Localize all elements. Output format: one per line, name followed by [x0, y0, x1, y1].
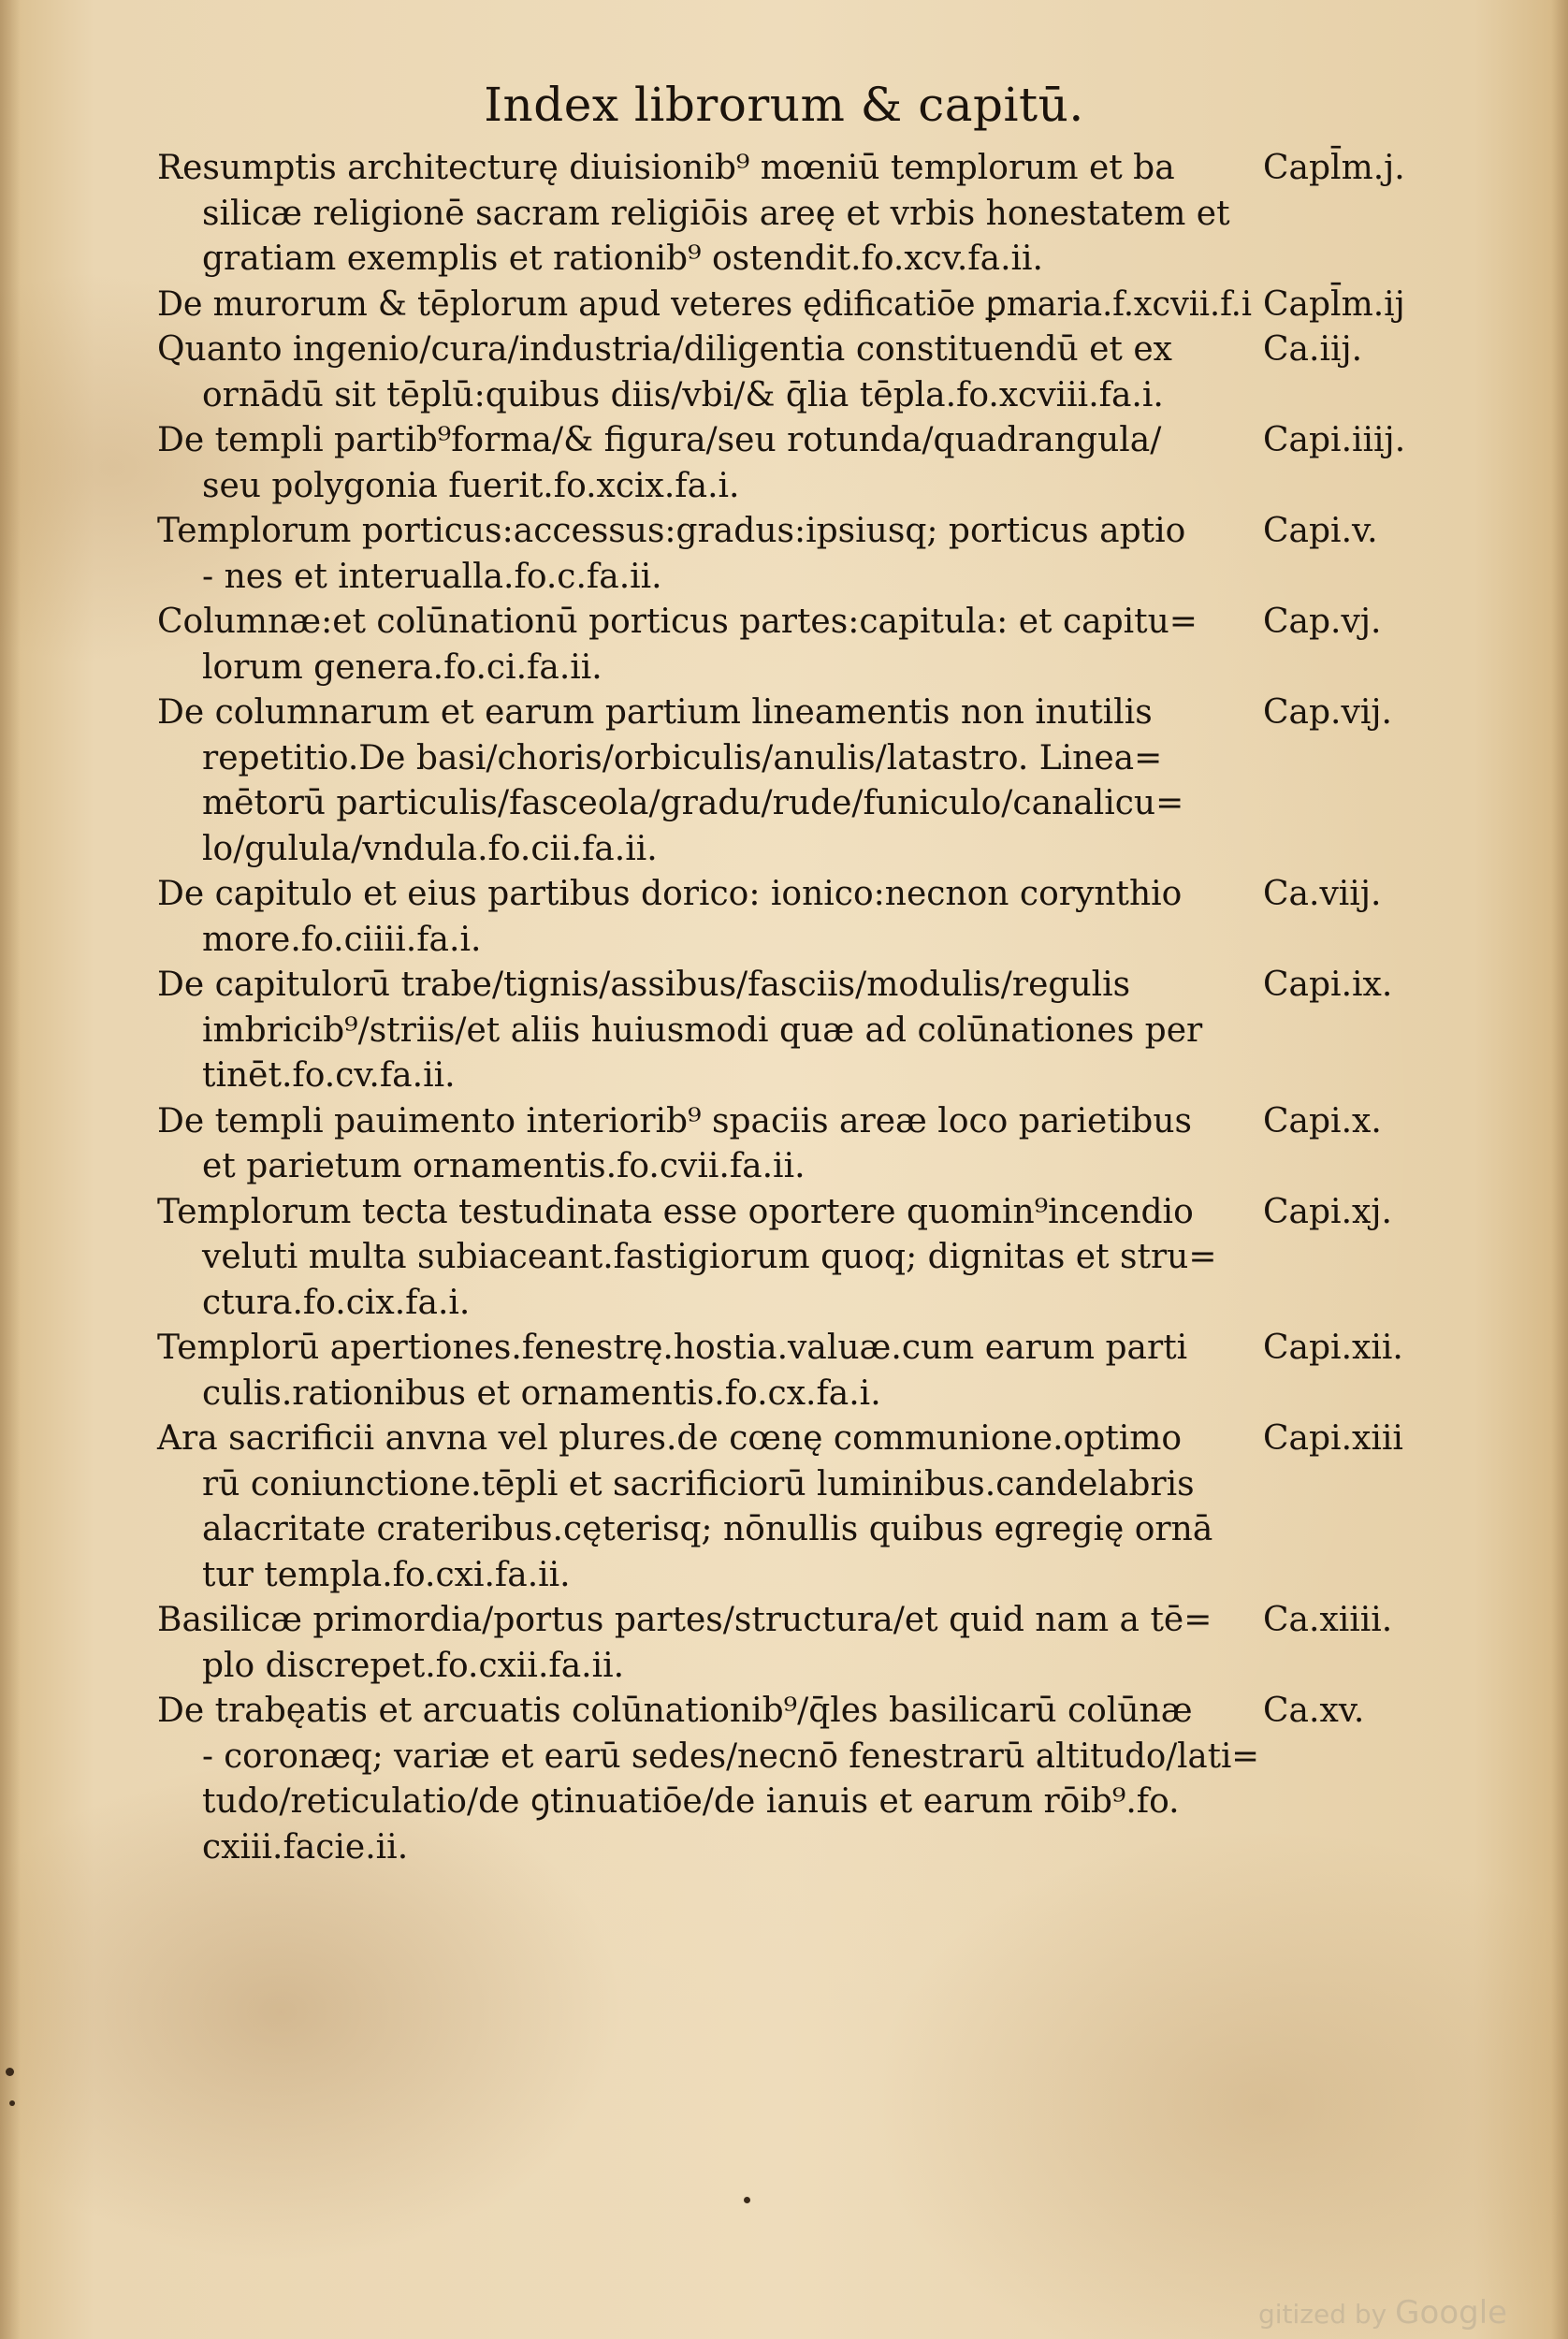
entry-first-line	[150, 1689, 1459, 1735]
index-entry	[150, 327, 1459, 418]
entry-text: Ara sacrificii anvna vel plures.de cœnę communione.optimo	[157, 1419, 1183, 1458]
entry-text: rū coniunctione.tēpli et sacrificiorū luminibus.candelabris	[202, 1464, 1195, 1504]
entry-continuation-line	[150, 1144, 1459, 1190]
entry-text: De templi pauimento interiorib⁹ spaciis areæ loco parietibus	[157, 1101, 1192, 1140]
entry-text: - nes et interualla.fo.c.fa.ii.	[202, 557, 662, 596]
entry-text: De murorum & tēplorum apud veteres ędificatiōe ꝑmaria.f.xcvii.f.i	[157, 284, 1252, 324]
ink-speck	[9, 2100, 15, 2106]
entry-first-line	[150, 872, 1459, 918]
entry-text: et parietum ornamentis.fo.cvii.fa.ii.	[202, 1147, 806, 1185]
entry-continuation-line	[150, 827, 1459, 873]
watermark-brand: Google	[1395, 2294, 1508, 2332]
chapter-number: Capl̄m.j.	[1263, 149, 1405, 187]
entry-first-line	[150, 1598, 1459, 1644]
entry-text: Templorum tecta testudinata esse oportere quomin⁹incendio	[157, 1192, 1194, 1231]
entry-text: lo/gulula/vndula.fo.cii.fa.ii.	[202, 829, 658, 868]
entry-text: repetitio.De basi/choris/orbiculis/anulis/latastro. Linea=	[202, 738, 1163, 777]
index-entry	[150, 690, 1459, 872]
entry-text: De capitulo et eius partibus dorico: ionico:necnon corynthio	[157, 875, 1183, 913]
index-entry	[150, 872, 1459, 963]
entry-text: De capitulorū trabe/tignis/assibus/fasciis/modulis/regulis	[157, 966, 1131, 1004]
index-entry	[150, 1416, 1459, 1598]
chapter-number: Capi.v.	[1263, 512, 1378, 550]
entry-first-line	[150, 327, 1459, 373]
entry-continuation-line	[150, 373, 1459, 419]
entry-continuation-line	[150, 1235, 1459, 1281]
entry-first-line	[150, 418, 1459, 464]
entry-text: imbricib⁹/striis/et aliis huiusmodi quæ ad colūnationes per	[202, 1010, 1203, 1050]
entry-continuation-line	[150, 1462, 1459, 1508]
entry-first-line	[150, 1190, 1459, 1236]
entry-first-line	[150, 146, 1459, 192]
entry-text: Templorū apertiones.fenestrę.hostia.valuæ.cum earum parti	[157, 1329, 1188, 1367]
entry-continuation-line	[150, 1780, 1459, 1825]
entry-continuation-line	[150, 464, 1459, 510]
entry-continuation-line	[150, 555, 1459, 601]
entry-text: lorum genera.fo.ci.fa.ii.	[202, 647, 603, 687]
index-entries	[150, 146, 1459, 1870]
entry-text: tudo/reticulatio/de ꝯtinuatiōe/de ianuis et earum rōib⁹.fo.	[202, 1782, 1180, 1821]
chapter-number: Capi.xii.	[1263, 1329, 1403, 1367]
entry-text: De templi partib⁹forma/& figura/seu rotunda/quadrangula/	[157, 421, 1162, 459]
entry-text: Columnæ:et colūnationū porticus partes:capitula: et capitu=	[157, 603, 1198, 641]
entry-text: culis.rationibus et ornamentis.fo.cx.fa.i.	[202, 1373, 881, 1413]
chapter-number: Capi.ix.	[1263, 966, 1393, 1004]
page-gutter-shadow	[0, 0, 21, 2339]
index-entry	[150, 1190, 1459, 1327]
entry-text: tur templa.fo.cxi.fa.ii.	[202, 1555, 571, 1594]
chapter-number: Capi.xj.	[1263, 1192, 1392, 1231]
entry-text: veluti multa subiaceant.fastigiorum quoq; dignitas et stru=	[202, 1238, 1217, 1276]
chapter-number: Ca.xiiii.	[1263, 1601, 1393, 1639]
entry-text: ctura.fo.cix.fa.i.	[202, 1283, 471, 1322]
entry-first-line	[150, 1326, 1459, 1372]
entry-continuation-line	[150, 1053, 1459, 1099]
entry-continuation-line	[150, 192, 1459, 238]
entry-first-line	[150, 1416, 1459, 1462]
entry-continuation-line	[150, 1372, 1459, 1417]
entry-first-line	[150, 283, 1459, 328]
entry-text: gratiam exemplis et rationib⁹ ostendit.fo.xcv.fa.ii.	[202, 240, 1043, 278]
entry-text: alacritate crateribus.cęterisq; nōnullis quibus egregię ornā	[202, 1510, 1213, 1548]
entry-text: Basilicæ primordia/portus partes/structura/et quid nam a tē=	[157, 1601, 1212, 1639]
entry-text: plo discrepet.fo.cxii.fa.ii.	[202, 1646, 625, 1685]
chapter-number: Ca.xv.	[1263, 1692, 1365, 1730]
entry-text: - coronæq; variæ et earū sedes/necnō fenestrarū altitudo/lati=	[202, 1736, 1260, 1776]
chapter-number: Ca.viij.	[1263, 875, 1382, 913]
entry-continuation-line	[150, 1825, 1459, 1871]
page-edge-shadow	[1551, 0, 1568, 2339]
chapter-number: Cap.vj.	[1263, 603, 1382, 641]
entry-first-line	[150, 600, 1459, 646]
entry-continuation-line	[150, 1281, 1459, 1327]
entry-first-line	[150, 509, 1459, 555]
entry-continuation-line	[150, 781, 1459, 827]
index-entry	[150, 600, 1459, 690]
index-entry	[150, 418, 1459, 509]
chapter-number: Capi.xiii	[1263, 1419, 1403, 1458]
entry-continuation-line	[150, 1735, 1459, 1780]
ink-speck	[6, 2068, 14, 2076]
ink-speck	[744, 2197, 750, 2203]
entry-first-line	[150, 1099, 1459, 1145]
index-entry	[150, 1689, 1459, 1870]
chapter-number: Capl̄m.ij	[1263, 284, 1405, 324]
chapter-number: Capi.iiij.	[1263, 421, 1406, 459]
index-entry	[150, 146, 1459, 283]
page-title: Index librorum & capitū.	[484, 78, 1084, 132]
entry-continuation-line	[150, 1507, 1459, 1553]
entry-continuation-line	[150, 918, 1459, 964]
index-entry	[150, 1099, 1459, 1190]
entry-text: more.fo.ciiii.fa.i.	[202, 920, 482, 959]
entry-text: mētorū particulis/fasceola/gradu/rude/funiculo/canalicu=	[202, 784, 1184, 822]
entry-continuation-line	[150, 1553, 1459, 1599]
entry-first-line	[150, 963, 1459, 1009]
entry-continuation-line	[150, 646, 1459, 691]
entry-text: ornādū sit tēplū:quibus diis/vbi/& q̄lia tēpla.fo.xcviii.fa.i.	[202, 375, 1164, 414]
index-entry	[150, 1598, 1459, 1689]
index-entry	[150, 283, 1459, 328]
watermark-prefix: gitized by	[1258, 2299, 1387, 2330]
entry-text: De columnarum et earum partium lineamentis non inutilis	[157, 693, 1153, 732]
chapter-number: Cap.vij.	[1263, 693, 1392, 732]
entry-continuation-line	[150, 237, 1459, 283]
index-entry	[150, 1326, 1459, 1416]
index-entry	[150, 963, 1459, 1099]
digitization-watermark	[1258, 2294, 1507, 2332]
entry-text: silicæ religionē sacram religiōis areę et vrbis honestatem et	[202, 194, 1230, 233]
entry-text: Resumptis architecturę diuisionib⁹ mœniū templorum et ba	[157, 149, 1175, 187]
entry-text: seu polygonia fuerit.fo.xcix.fa.i.	[202, 466, 740, 505]
chapter-number: Capi.x.	[1263, 1101, 1382, 1140]
entry-continuation-line	[150, 736, 1459, 782]
entry-text: Templorum porticus:accessus:gradus:ipsiusq; porticus aptio	[157, 512, 1186, 550]
chapter-number: Ca.iij.	[1263, 330, 1363, 369]
index-entry	[150, 509, 1459, 600]
entry-text: cxiii.facie.ii.	[202, 1827, 409, 1867]
entry-first-line	[150, 690, 1459, 736]
entry-continuation-line	[150, 1009, 1459, 1054]
entry-text: Quanto ingenio/cura/industria/diligentia constituendū et ex	[157, 330, 1172, 369]
entry-text: De trabęatis et arcuatis colūnationib⁹/q̄les basilicarū colūnæ	[157, 1692, 1193, 1730]
entry-continuation-line	[150, 1644, 1459, 1690]
entry-text: tinēt.fo.cv.fa.ii.	[202, 1056, 456, 1095]
